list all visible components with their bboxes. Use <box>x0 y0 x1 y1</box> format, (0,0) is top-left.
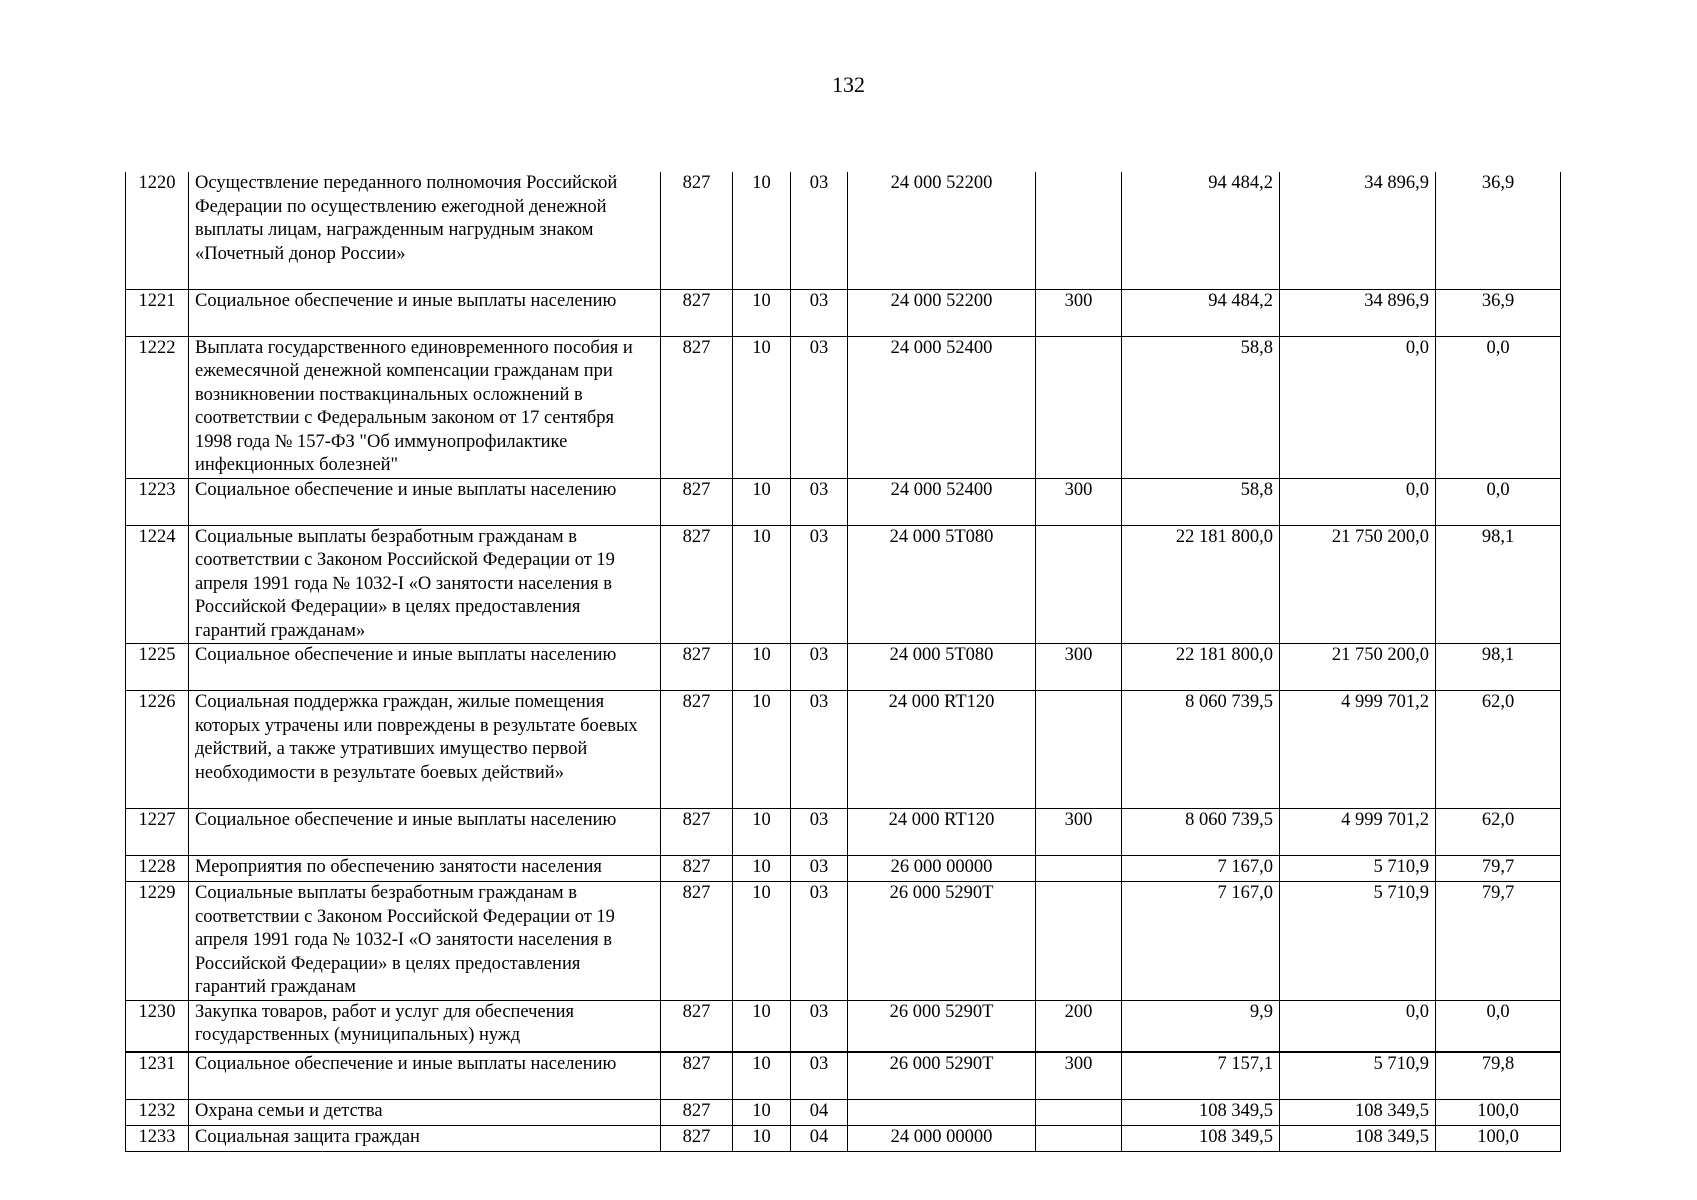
row-plan: 7 167,0 <box>1122 882 1280 1001</box>
row-csr: 24 000 52400 <box>848 478 1036 525</box>
row-exec: 4 999 701,2 <box>1280 691 1436 809</box>
row-pct: 100,0 <box>1436 1099 1561 1125</box>
row-exec: 0,0 <box>1280 336 1436 478</box>
row-name: Социальные выплаты безработным гражданам в соответствии с Законом Российской Федерации от 19 апреля 1991 года № 1032-I «О занятости населения в Российской Федерации» в целях предоставления гарантий гражданам» <box>189 525 661 644</box>
row-number: 1231 <box>126 1052 189 1099</box>
row-exec: 0,0 <box>1280 1000 1436 1052</box>
row-pct: 62,0 <box>1436 691 1561 809</box>
table-row <box>126 644 1561 691</box>
row-rz: 10 <box>733 691 791 809</box>
row-name: Социальное обеспечение и иные выплаты населению <box>189 1052 661 1099</box>
row-pr: 03 <box>791 172 848 289</box>
row-rz: 10 <box>733 478 791 525</box>
row-name: Выплата государственного единовременного пособия и ежемесячной денежной компенсации гражданам при возникновении поствакцинальных осложнений в соответствии с Федеральным законом от 17 сентября 1998 года № 157-ФЗ "Об иммунопрофилактике инфекционных болезней" <box>189 336 661 478</box>
row-name: Социальное обеспечение и иные выплаты населению <box>189 289 661 336</box>
row-rz: 10 <box>733 856 791 882</box>
row-plan: 94 484,2 <box>1122 172 1280 289</box>
row-exec: 108 349,5 <box>1280 1125 1436 1151</box>
row-csr: 24 000 52400 <box>848 336 1036 478</box>
table-row <box>126 1052 1561 1099</box>
row-csr: 26 000 5290Т <box>848 1000 1036 1052</box>
row-number: 1226 <box>126 691 189 809</box>
row-plan: 22 181 800,0 <box>1122 525 1280 644</box>
row-plan: 22 181 800,0 <box>1122 644 1280 691</box>
row-rz: 10 <box>733 1099 791 1125</box>
row-ved: 827 <box>661 172 733 289</box>
row-pct: 79,7 <box>1436 856 1561 882</box>
row-pr: 03 <box>791 1052 848 1099</box>
row-pr: 03 <box>791 644 848 691</box>
row-exec: 5 710,9 <box>1280 882 1436 1001</box>
row-vr: 200 <box>1036 1000 1122 1052</box>
table-row <box>126 289 1561 336</box>
row-name: Социальная поддержка граждан, жилые помещения которых утрачены или повреждены в результате боевых действий, а также утративших имущество первой необходимости в результате боевых действий» <box>189 691 661 809</box>
row-pr: 04 <box>791 1125 848 1151</box>
row-ved: 827 <box>661 644 733 691</box>
row-ved: 827 <box>661 809 733 856</box>
row-number: 1228 <box>126 856 189 882</box>
row-vr <box>1036 882 1122 1001</box>
budget-table <box>125 172 1561 1152</box>
row-exec: 4 999 701,2 <box>1280 809 1436 856</box>
row-pct: 98,1 <box>1436 644 1561 691</box>
row-name: Социальное обеспечение и иные выплаты населению <box>189 644 661 691</box>
row-ved: 827 <box>661 856 733 882</box>
row-ved: 827 <box>661 336 733 478</box>
row-pr: 03 <box>791 1000 848 1052</box>
row-number: 1220 <box>126 172 189 289</box>
row-csr: 24 000 00000 <box>848 1125 1036 1151</box>
row-plan: 7 157,1 <box>1122 1052 1280 1099</box>
row-csr: 24 000 RT120 <box>848 809 1036 856</box>
row-rz: 10 <box>733 1052 791 1099</box>
row-rz: 10 <box>733 809 791 856</box>
row-csr: 26 000 00000 <box>848 856 1036 882</box>
row-pct: 62,0 <box>1436 809 1561 856</box>
row-number: 1224 <box>126 525 189 644</box>
row-vr <box>1036 856 1122 882</box>
row-plan: 7 167,0 <box>1122 856 1280 882</box>
row-vr: 300 <box>1036 478 1122 525</box>
row-exec: 5 710,9 <box>1280 1052 1436 1099</box>
table-row <box>126 1125 1561 1151</box>
row-exec: 21 750 200,0 <box>1280 644 1436 691</box>
row-pr: 04 <box>791 1099 848 1125</box>
row-number: 1233 <box>126 1125 189 1151</box>
row-pr: 03 <box>791 336 848 478</box>
table-row <box>126 856 1561 882</box>
row-exec: 0,0 <box>1280 478 1436 525</box>
row-rz: 10 <box>733 1000 791 1052</box>
row-pct: 36,9 <box>1436 172 1561 289</box>
row-plan: 9,9 <box>1122 1000 1280 1052</box>
table-row <box>126 809 1561 856</box>
row-number: 1227 <box>126 809 189 856</box>
table-row <box>126 882 1561 1001</box>
row-plan: 8 060 739,5 <box>1122 691 1280 809</box>
row-name: Мероприятия по обеспечению занятости населения <box>189 856 661 882</box>
row-pct: 0,0 <box>1436 478 1561 525</box>
table-row <box>126 172 1561 289</box>
row-pct: 98,1 <box>1436 525 1561 644</box>
row-rz: 10 <box>733 1125 791 1151</box>
table-row <box>126 1000 1561 1052</box>
row-name: Социальная защита граждан <box>189 1125 661 1151</box>
table-row <box>126 691 1561 809</box>
row-vr <box>1036 525 1122 644</box>
row-plan: 94 484,2 <box>1122 289 1280 336</box>
row-pct: 36,9 <box>1436 289 1561 336</box>
row-rz: 10 <box>733 172 791 289</box>
row-vr <box>1036 1099 1122 1125</box>
row-exec: 5 710,9 <box>1280 856 1436 882</box>
row-rz: 10 <box>733 336 791 478</box>
row-ved: 827 <box>661 1125 733 1151</box>
table-row <box>126 525 1561 644</box>
row-ved: 827 <box>661 289 733 336</box>
table-row <box>126 478 1561 525</box>
row-plan: 58,8 <box>1122 478 1280 525</box>
row-number: 1230 <box>126 1000 189 1052</box>
row-vr <box>1036 1125 1122 1151</box>
page-number: 132 <box>832 72 865 97</box>
row-name: Социальные выплаты безработным гражданам в соответствии с Законом Российской Федерации от 19 апреля 1991 года № 1032-I «О занятости населения в Российской Федерации» в целях предоставления гарантий гражданам <box>189 882 661 1001</box>
row-vr: 300 <box>1036 289 1122 336</box>
row-rz: 10 <box>733 525 791 644</box>
row-csr: 24 000 52200 <box>848 172 1036 289</box>
row-name: Закупка товаров, работ и услуг для обеспечения государственных (муниципальных) нужд <box>189 1000 661 1052</box>
row-vr <box>1036 691 1122 809</box>
row-plan: 108 349,5 <box>1122 1125 1280 1151</box>
row-pr: 03 <box>791 289 848 336</box>
row-number: 1229 <box>126 882 189 1001</box>
row-exec: 21 750 200,0 <box>1280 525 1436 644</box>
row-pct: 79,7 <box>1436 882 1561 1001</box>
table-row <box>126 336 1561 478</box>
row-ved: 827 <box>661 478 733 525</box>
row-name: Охрана семьи и детства <box>189 1099 661 1125</box>
row-ved: 827 <box>661 1052 733 1099</box>
row-ved: 827 <box>661 1000 733 1052</box>
row-name: Социальное обеспечение и иные выплаты населению <box>189 478 661 525</box>
row-ved: 827 <box>661 1099 733 1125</box>
row-number: 1225 <box>126 644 189 691</box>
row-pct: 0,0 <box>1436 1000 1561 1052</box>
row-number: 1221 <box>126 289 189 336</box>
row-vr: 300 <box>1036 1052 1122 1099</box>
row-vr <box>1036 336 1122 478</box>
row-rz: 10 <box>733 289 791 336</box>
row-csr: 26 000 5290Т <box>848 1052 1036 1099</box>
row-number: 1223 <box>126 478 189 525</box>
row-pct: 79,8 <box>1436 1052 1561 1099</box>
row-exec: 34 896,9 <box>1280 172 1436 289</box>
row-plan: 8 060 739,5 <box>1122 809 1280 856</box>
row-csr: 24 000 RT120 <box>848 691 1036 809</box>
row-csr: 26 000 5290Т <box>848 882 1036 1001</box>
row-exec: 108 349,5 <box>1280 1099 1436 1125</box>
row-plan: 58,8 <box>1122 336 1280 478</box>
table-body <box>126 172 1561 1151</box>
row-pr: 03 <box>791 809 848 856</box>
table-row <box>126 1099 1561 1125</box>
row-name: Социальное обеспечение и иные выплаты населению <box>189 809 661 856</box>
row-pr: 03 <box>791 691 848 809</box>
row-csr: 24 000 52200 <box>848 289 1036 336</box>
row-exec: 34 896,9 <box>1280 289 1436 336</box>
row-pct: 0,0 <box>1436 336 1561 478</box>
row-vr: 300 <box>1036 809 1122 856</box>
row-ved: 827 <box>661 882 733 1001</box>
row-pr: 03 <box>791 882 848 1001</box>
row-pr: 03 <box>791 525 848 644</box>
row-pr: 03 <box>791 478 848 525</box>
row-ved: 827 <box>661 691 733 809</box>
row-name: Осуществление переданного полномочия Российской Федерации по осуществлению ежегодной денежной выплаты лицам, награжденным нагрудным знаком «Почетный донор России» <box>189 172 661 289</box>
row-pr: 03 <box>791 856 848 882</box>
row-number: 1222 <box>126 336 189 478</box>
row-rz: 10 <box>733 882 791 1001</box>
row-number: 1232 <box>126 1099 189 1125</box>
row-csr: 24 000 5Т080 <box>848 644 1036 691</box>
row-ved: 827 <box>661 525 733 644</box>
row-vr: 300 <box>1036 644 1122 691</box>
row-pct: 100,0 <box>1436 1125 1561 1151</box>
row-plan: 108 349,5 <box>1122 1099 1280 1125</box>
row-rz: 10 <box>733 644 791 691</box>
row-csr <box>848 1099 1036 1125</box>
row-csr: 24 000 5Т080 <box>848 525 1036 644</box>
row-vr <box>1036 172 1122 289</box>
